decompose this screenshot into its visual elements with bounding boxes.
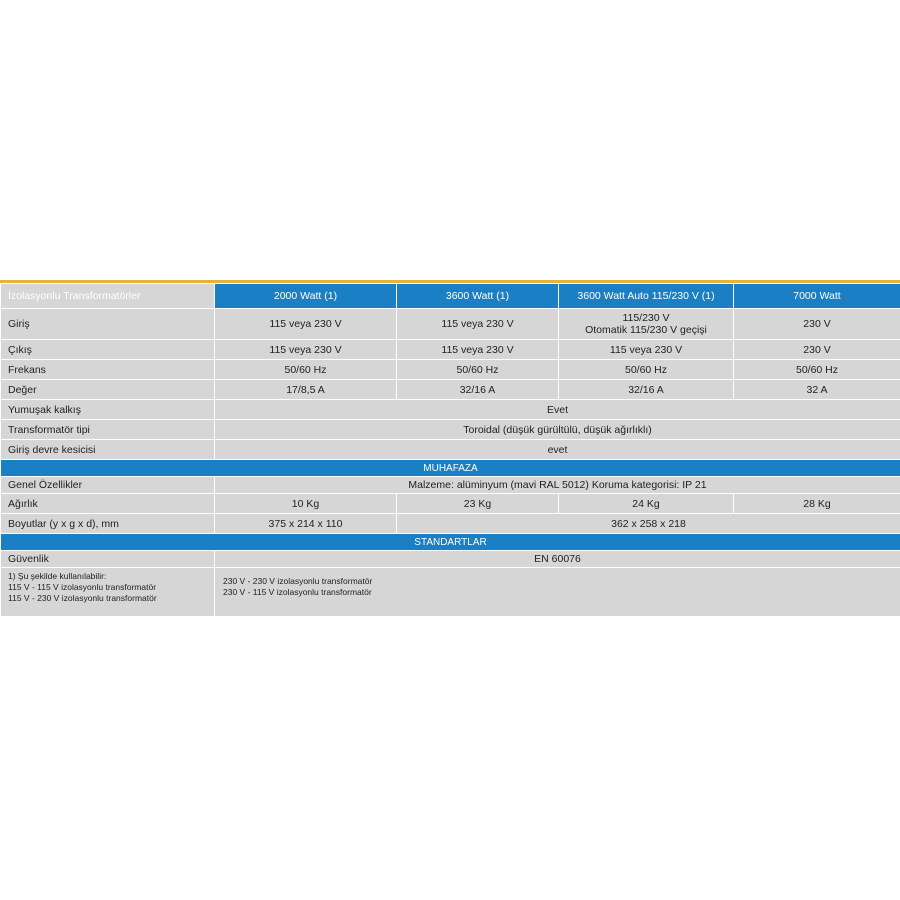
cell: 115 veya 230 V [397, 340, 559, 360]
row-label: Boyutlar (y x g x d), mm [1, 514, 215, 534]
cell: 50/60 Hz [559, 360, 734, 380]
row-label: Frekans [1, 360, 215, 380]
footnote-line: 115 V - 115 V izolasyonlu transformatör [8, 582, 157, 592]
cell: 375 x 214 x 110 [215, 514, 397, 534]
cell: 32 A [734, 380, 900, 400]
cell-merged: Malzeme: alüminyum (mavi RAL 5012) Koruma kategorisi: IP 21 [215, 477, 900, 494]
cell-merged: Evet [215, 400, 900, 420]
cell-line: 115/230 V [622, 312, 670, 324]
cell: 230 V [734, 340, 900, 360]
section-muhafaza [1, 460, 900, 477]
row-frekans [1, 360, 900, 380]
footnote-line: 115 V - 230 V izolasyonlu transformatör [8, 593, 157, 603]
header-col-3600w-auto: 3600 Watt Auto 115/230 V (1) [559, 284, 734, 309]
footnote-line: 230 V - 115 V izolasyonlu transformatör [223, 587, 372, 597]
cell: 50/60 Hz [734, 360, 900, 380]
header-col-3600w: 3600 Watt (1) [397, 284, 559, 309]
cell: 230 V [734, 309, 900, 340]
footnote-right [215, 568, 900, 617]
row-guvenlik [1, 551, 900, 568]
row-label: Çıkış [1, 340, 215, 360]
row-label: Ağırlık [1, 494, 215, 514]
spec-table [0, 283, 900, 617]
cell: 50/60 Hz [397, 360, 559, 380]
header-col-7000w: 7000 Watt [734, 284, 900, 309]
cell: 17/8,5 A [215, 380, 397, 400]
row-agirlik [1, 494, 900, 514]
row-label: Genel Özellikler [1, 477, 215, 494]
cell: 23 Kg [397, 494, 559, 514]
row-label: Transformatör tipi [1, 420, 215, 440]
row-label: Değer [1, 380, 215, 400]
cell-merged: EN 60076 [215, 551, 900, 568]
cell-merged: Toroidal (düşük gürültülü, düşük ağırlıklı) [215, 420, 900, 440]
footnote-line: 230 V - 230 V izolasyonlu transformatör [223, 576, 373, 586]
row-giris-devre-kesicisi [1, 440, 900, 460]
row-deger [1, 380, 900, 400]
row-giris [1, 309, 900, 340]
cell: 115 veya 230 V [397, 309, 559, 340]
row-transformator-tipi [1, 420, 900, 440]
section-title: MUHAFAZA [1, 460, 900, 477]
row-label: Güvenlik [1, 551, 215, 568]
cell: 10 Kg [215, 494, 397, 514]
section-title: STANDARTLAR [1, 534, 900, 551]
cell-line: Otomatik 115/230 V geçişi [585, 324, 707, 336]
footnote-left [1, 568, 215, 617]
header-title: İzolasyonlu Transformatörler [1, 284, 215, 309]
cell-two-line [559, 309, 734, 340]
footnote-line: 1) Şu şekilde kullanılabilir: [8, 571, 107, 581]
row-yumusak-kalkis [1, 400, 900, 420]
cell: 50/60 Hz [215, 360, 397, 380]
row-label: Giriş [1, 309, 215, 340]
cell: 115 veya 230 V [215, 340, 397, 360]
row-label: Giriş devre kesicisi [1, 440, 215, 460]
cell-merged: evet [215, 440, 900, 460]
header-col-2000w: 2000 Watt (1) [215, 284, 397, 309]
row-label: Yumuşak kalkış [1, 400, 215, 420]
cell: 115 veya 230 V [215, 309, 397, 340]
cell: 115 veya 230 V [559, 340, 734, 360]
footnote-row [1, 568, 900, 617]
row-cikis [1, 340, 900, 360]
header-row [1, 284, 900, 309]
row-boyutlar [1, 514, 900, 534]
cell: 24 Kg [559, 494, 734, 514]
row-genel-ozellikler [1, 477, 900, 494]
cell: 32/16 A [397, 380, 559, 400]
cell-merged: 362 x 258 x 218 [397, 514, 900, 534]
cell: 32/16 A [559, 380, 734, 400]
cell: 28 Kg [734, 494, 900, 514]
section-standartlar [1, 534, 900, 551]
